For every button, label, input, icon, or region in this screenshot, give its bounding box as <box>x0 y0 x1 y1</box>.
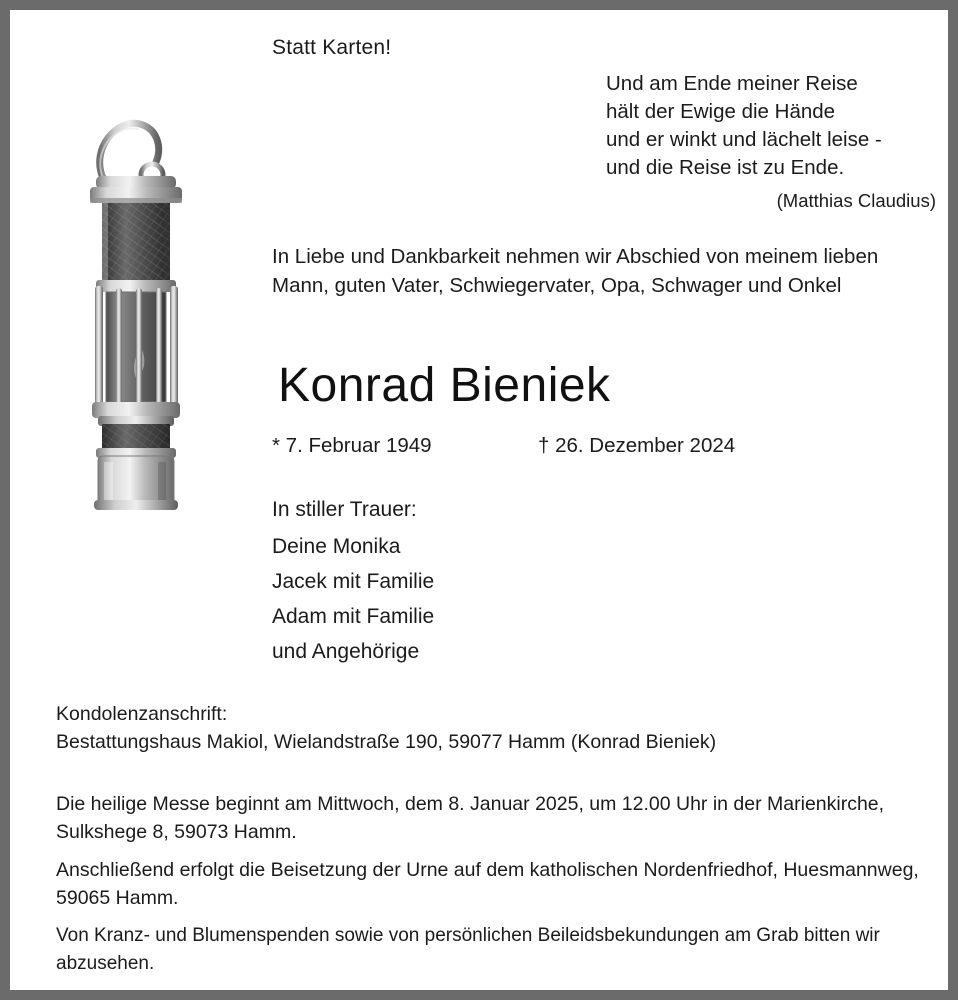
service-burial: Anschließend erfolgt die Beisetzung der Urne auf dem katholischen Nordenfriedhof, Huesmannweg, 59065 Hamm. <box>56 859 919 909</box>
condolence-address: Bestattungshaus Makiol, Wielandstraße 190, 59077 Hamm (Konrad Bieniek) <box>56 731 717 753</box>
condolence-label: Kondolenzanschrift: <box>56 703 228 725</box>
mourner-item: Adam mit Familie <box>272 605 435 628</box>
service-block <box>56 790 946 912</box>
mourner-item: und Angehörige <box>272 640 420 663</box>
mourner-item: Deine Monika <box>272 535 401 558</box>
miners-lamp-icon <box>40 90 230 510</box>
birth-date: * 7. Februar 1949 <box>272 434 432 457</box>
statt-karten-line: Statt Karten! <box>272 36 392 59</box>
intro-text: In Liebe und Dankbarkeit nehmen wir Abschied von meinem lieben Mann, guten Vater, Schwiegervater, Opa, Schwager und Onkel <box>272 245 879 297</box>
death-date: † 26. Dezember 2024 <box>538 434 736 457</box>
condolence-block <box>56 700 936 756</box>
poem-line-4: und die Reise ist zu Ende. <box>606 156 845 179</box>
poem-line-2: hält der Ewige die Hände <box>606 100 836 123</box>
obituary-inner <box>10 10 948 990</box>
mourners-block <box>272 492 434 669</box>
poem-block <box>606 70 936 182</box>
mourners-lead: In stiller Trauer: <box>272 498 417 521</box>
poem-line-1: Und am Ende meiner Reise <box>606 72 858 95</box>
closing-note: Von Kranz- und Blumenspenden sowie von persönlichen Beileidsbekundungen am Grab bitten wir abzusehen. <box>56 925 880 974</box>
poem-line-3: und er winkt und lächelt leise - <box>606 128 882 151</box>
poem-author: (Matthias Claudius) <box>776 190 936 211</box>
mourner-item: Jacek mit Familie <box>272 570 435 593</box>
service-mass: Die heilige Messe beginnt am Mittwoch, dem 8. Januar 2025, um 12.00 Uhr in der Marienkirche, Sulkshege 8, 59073 Hamm. <box>56 793 885 843</box>
deceased-name: Konrad Bieniek <box>278 359 611 412</box>
